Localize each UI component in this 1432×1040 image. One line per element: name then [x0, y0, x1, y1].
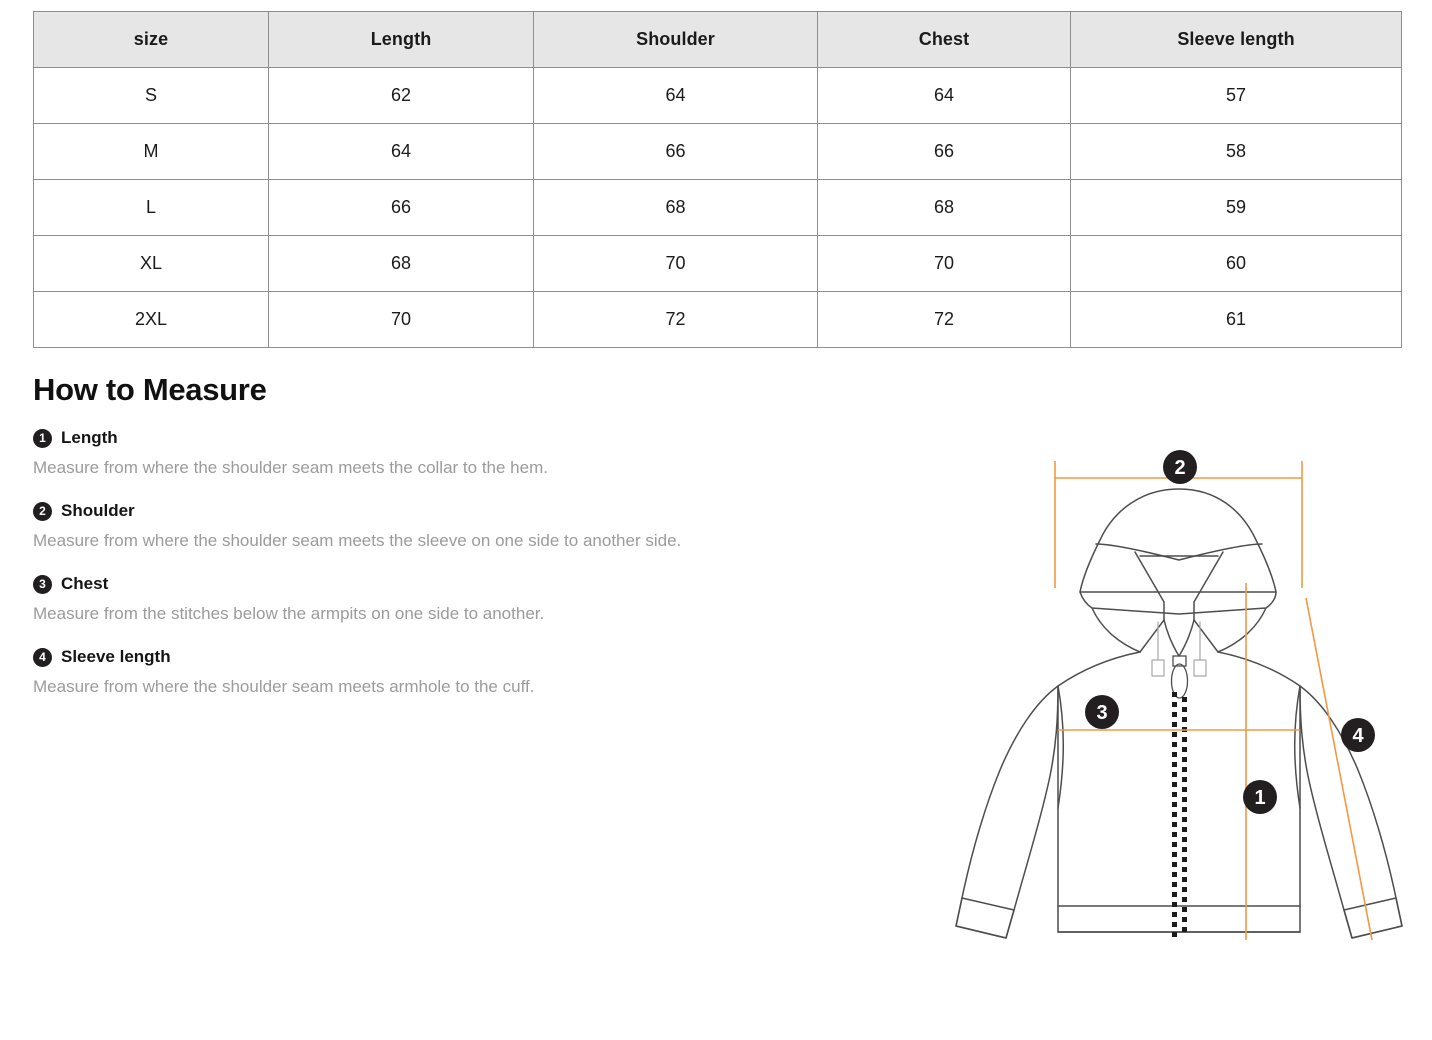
cell-chest: 70	[818, 236, 1071, 292]
column-header-chest: Chest	[818, 12, 1071, 68]
table-header-row	[34, 12, 1402, 68]
zipper-teeth	[1172, 692, 1187, 937]
column-header-sleeve-length: Sleeve length	[1071, 12, 1402, 68]
measure-description: Measure from where the shoulder seam meets the collar to the hem.	[33, 458, 548, 477]
diagram-badge-2-label: 2	[1174, 457, 1186, 479]
number-badge-2-icon: 2	[33, 502, 52, 521]
measure-label: Shoulder	[61, 501, 135, 521]
hood-inner-drape-right	[1194, 552, 1223, 620]
cell-size: 2XL	[34, 292, 269, 348]
measure-description: Measure from where the shoulder seam meets the sleeve on one side to another side.	[33, 531, 682, 551]
hood-fall-left	[1092, 608, 1164, 652]
measure-label: Sleeve length	[61, 647, 171, 667]
column-header-shoulder: Shoulder	[534, 12, 818, 68]
cell-length: 70	[269, 292, 534, 348]
body-left-panel	[1058, 728, 1179, 932]
measure-item-sleeve-length	[33, 647, 913, 698]
table-row	[34, 180, 1402, 236]
armhole-seam-left	[1058, 686, 1063, 808]
number-badge-1-icon: 1	[33, 429, 52, 448]
cuff-left-band	[956, 898, 1014, 938]
hood-inner-opening	[1096, 544, 1262, 560]
table-row	[34, 236, 1402, 292]
cell-shoulder: 70	[534, 236, 818, 292]
table-row	[34, 68, 1402, 124]
hood-outer-shape	[1080, 489, 1276, 592]
table-body	[34, 68, 1402, 348]
hood-inner-drape-left	[1135, 552, 1164, 620]
diagram-badge-3	[1085, 695, 1119, 729]
cell-chest: 72	[818, 292, 1071, 348]
measure-item-length	[33, 428, 913, 479]
body-right-panel	[1179, 728, 1300, 932]
cell-chest: 64	[818, 68, 1071, 124]
cell-shoulder: 72	[534, 292, 818, 348]
column-header-size: size	[34, 12, 269, 68]
cell-sleeve-length: 59	[1071, 180, 1402, 236]
diagram-badge-3-label: 3	[1096, 702, 1108, 724]
measure-label: Chest	[61, 574, 109, 594]
measure-label: Length	[61, 428, 118, 447]
measure-description: Measure from the stitches below the armpits on one side to another.	[33, 604, 545, 624]
guide-sleeve-length-diagonal	[1306, 598, 1372, 940]
measure-heading	[33, 428, 913, 448]
measure-item-shoulder	[33, 501, 913, 552]
diagram-badge-2	[1163, 450, 1197, 484]
measure-heading	[33, 501, 913, 521]
table-row	[34, 124, 1402, 180]
cell-size: L	[34, 180, 269, 236]
cell-sleeve-length: 60	[1071, 236, 1402, 292]
cell-length: 62	[269, 68, 534, 124]
diagram-badge-1	[1243, 780, 1277, 814]
measure-heading	[33, 574, 913, 594]
measure-description: Measure from where the shoulder seam meets armhole to the cuff.	[33, 677, 535, 697]
measure-item-chest	[33, 574, 913, 625]
neckline	[1164, 620, 1194, 656]
body-right-outline	[1218, 652, 1300, 728]
cell-shoulder: 68	[534, 180, 818, 236]
cell-chest: 66	[818, 124, 1071, 180]
cuff-right-band	[1344, 898, 1402, 938]
number-badge-3-icon: 3	[33, 575, 52, 594]
drawstring-left-aglet	[1152, 660, 1164, 676]
diagram-badge-4-label: 4	[1352, 725, 1364, 747]
measure-heading	[33, 647, 913, 667]
diagram-badge-4	[1341, 718, 1375, 752]
drawstring-right-aglet	[1194, 660, 1206, 676]
table-header	[34, 12, 1402, 68]
cell-shoulder: 66	[534, 124, 818, 180]
cell-sleeve-length: 58	[1071, 124, 1402, 180]
size-chart-table-container	[33, 11, 1401, 348]
cell-size: XL	[34, 236, 269, 292]
how-to-measure-section	[33, 372, 913, 720]
cell-shoulder: 64	[534, 68, 818, 124]
column-header-length: Length	[269, 12, 534, 68]
cell-size: M	[34, 124, 269, 180]
cell-chest: 68	[818, 180, 1071, 236]
cell-length: 64	[269, 124, 534, 180]
cell-length: 68	[269, 236, 534, 292]
hoodie-diagram-svg	[930, 440, 1430, 1040]
cell-sleeve-length: 61	[1071, 292, 1402, 348]
diagram-badge-1-label: 1	[1254, 787, 1266, 809]
how-to-measure-title: How to Measure	[33, 372, 267, 407]
hoodie-measurement-diagram	[930, 440, 1430, 1040]
armhole-seam-right	[1295, 686, 1300, 808]
cell-length: 66	[269, 180, 534, 236]
size-chart-table	[33, 11, 1402, 348]
number-badge-4-icon: 4	[33, 648, 52, 667]
cell-sleeve-length: 57	[1071, 68, 1402, 124]
table-row	[34, 292, 1402, 348]
cell-size: S	[34, 68, 269, 124]
hood-fall-right	[1194, 608, 1266, 652]
